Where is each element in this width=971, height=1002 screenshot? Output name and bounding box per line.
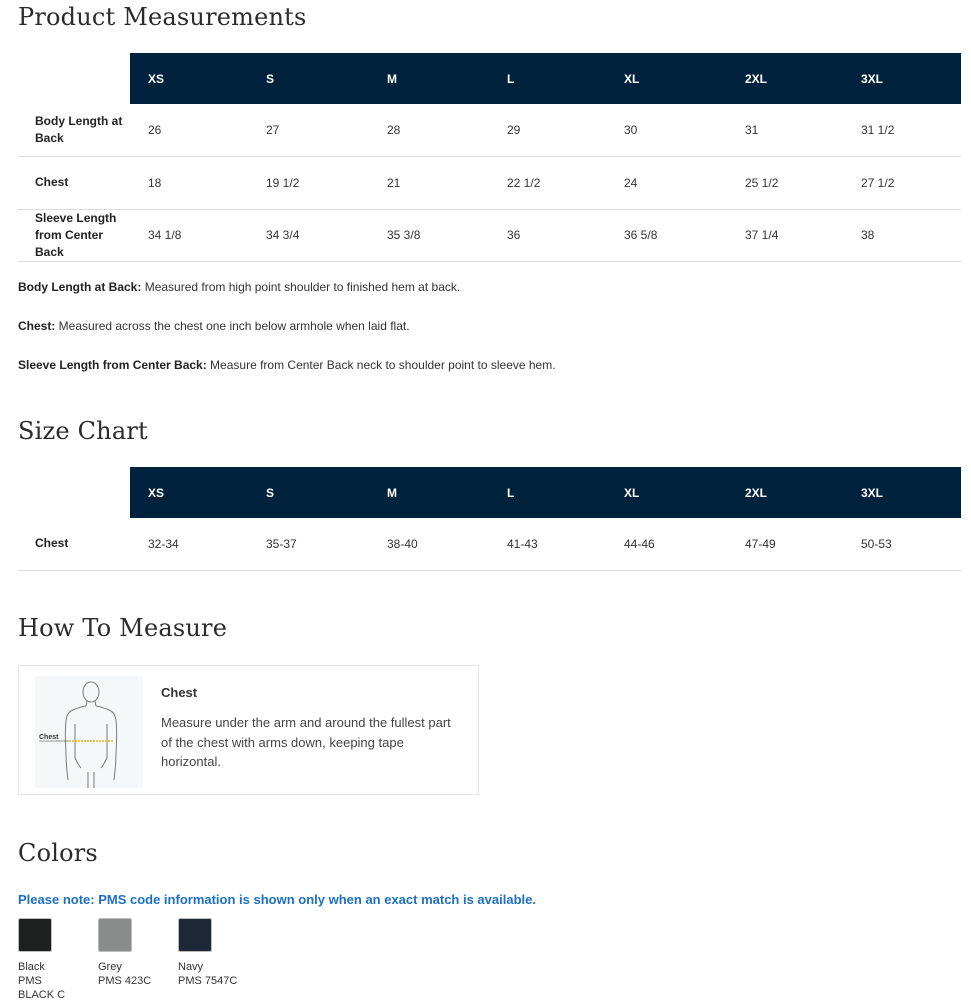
table-cell: 47-49: [727, 518, 843, 570]
size-header: 3XL: [843, 467, 961, 518]
size-header: M: [369, 53, 489, 104]
swatch-name: Navy: [178, 961, 204, 973]
row-label: Chest: [18, 156, 130, 209]
table-cell: 37 1/4: [727, 209, 843, 261]
table-cell: 36 5/8: [606, 209, 727, 261]
table-cell: 18: [130, 156, 248, 209]
swatch-color-box[interactable]: [178, 918, 212, 952]
table-cell: 34 1/8: [130, 209, 248, 261]
table-cell: 35 3/8: [369, 209, 489, 261]
note-text: Measured across the chest one inch below armhole when laid flat.: [55, 319, 410, 333]
table-header-row: [18, 467, 961, 518]
table-cell: 27: [248, 104, 369, 156]
table-cell: 34 3/4: [248, 209, 369, 261]
table-cell: 36: [489, 209, 606, 261]
table-cell: 27 1/2: [843, 156, 961, 209]
table-cell: 26: [130, 104, 248, 156]
product-measurements-heading: Product Measurements: [18, 3, 307, 31]
size-header: S: [248, 53, 369, 104]
note-term: Sleeve Length from Center Back:: [18, 358, 207, 372]
size-header: XL: [606, 467, 727, 518]
size-header: 2XL: [727, 467, 843, 518]
table-cell: 44-46: [606, 518, 727, 570]
row-label: Chest: [18, 518, 130, 570]
table-cell: 29: [489, 104, 606, 156]
table-cell: 28: [369, 104, 489, 156]
pms-note: Please note: PMS code information is shown only when an exact match is available.: [18, 892, 536, 907]
size-header: L: [489, 467, 606, 518]
corner-cell: [18, 467, 130, 518]
measure-item-description: Measure under the arm and around the fullest part of the chest with arms down, keeping tape horizontal.: [161, 715, 451, 769]
color-swatch-black[interactable]: [18, 918, 98, 1002]
row-label: Sleeve Length from Center Back: [18, 209, 130, 261]
size-header: L: [489, 53, 606, 104]
size-chart-table: [18, 467, 961, 571]
table-header-row: [18, 53, 961, 104]
table-row: [18, 104, 961, 156]
table-cell: 35-37: [248, 518, 369, 570]
note-term: Body Length at Back:: [18, 280, 142, 294]
table-cell: 41-43: [489, 518, 606, 570]
size-header: M: [369, 467, 489, 518]
color-swatch-grey[interactable]: [98, 918, 178, 988]
color-swatch-navy[interactable]: [178, 918, 258, 988]
table-cell: 30: [606, 104, 727, 156]
table-row: [18, 209, 961, 261]
figure-chest-label: Chest: [39, 734, 59, 741]
measure-item-title: Chest: [161, 685, 198, 700]
size-header: XS: [130, 53, 248, 104]
measurement-note: [18, 319, 410, 333]
product-measurements-table: [18, 53, 961, 262]
table-cell: 25 1/2: [727, 156, 843, 209]
table-cell: 31 1/2: [843, 104, 961, 156]
row-label: Body Length at Back: [18, 104, 130, 156]
colors-heading: Colors: [18, 839, 98, 867]
swatch-pms-code: PMS 7547C: [178, 975, 238, 987]
table-cell: 50-53: [843, 518, 961, 570]
body-figure-icon: [35, 676, 143, 788]
size-header: 2XL: [727, 53, 843, 104]
table-cell: 38: [843, 209, 961, 261]
note-term: Chest:: [18, 319, 56, 333]
size-header: 3XL: [843, 53, 961, 104]
table-row: [18, 518, 961, 570]
table-cell: 22 1/2: [489, 156, 606, 209]
swatch-pms-code: PMS BLACK C: [18, 975, 66, 1001]
size-header: S: [248, 467, 369, 518]
table-cell: 38-40: [369, 518, 489, 570]
table-cell: 21: [369, 156, 489, 209]
table-cell: 31: [727, 104, 843, 156]
swatch-pms-code: PMS 423C: [98, 975, 152, 987]
size-header: XS: [130, 467, 248, 518]
measure-card: [18, 665, 479, 795]
table-cell: 24: [606, 156, 727, 209]
size-header: XL: [606, 53, 727, 104]
how-to-measure-heading: How To Measure: [18, 614, 228, 642]
table-cell: 32-34: [130, 518, 248, 570]
table-row: [18, 156, 961, 209]
swatch-name: Black: [18, 961, 45, 973]
swatch-name: Grey: [98, 961, 122, 973]
measurement-note: [18, 358, 556, 372]
table-cell: 19 1/2: [248, 156, 369, 209]
size-chart-heading: Size Chart: [18, 417, 148, 445]
swatch-color-box[interactable]: [18, 918, 52, 952]
measurement-note: [18, 280, 460, 294]
swatch-color-box[interactable]: [98, 918, 132, 952]
note-text: Measured from high point shoulder to finished hem at back.: [141, 280, 461, 294]
corner-cell: [18, 53, 130, 104]
note-text: Measure from Center Back neck to shoulder point to sleeve hem.: [206, 358, 556, 372]
